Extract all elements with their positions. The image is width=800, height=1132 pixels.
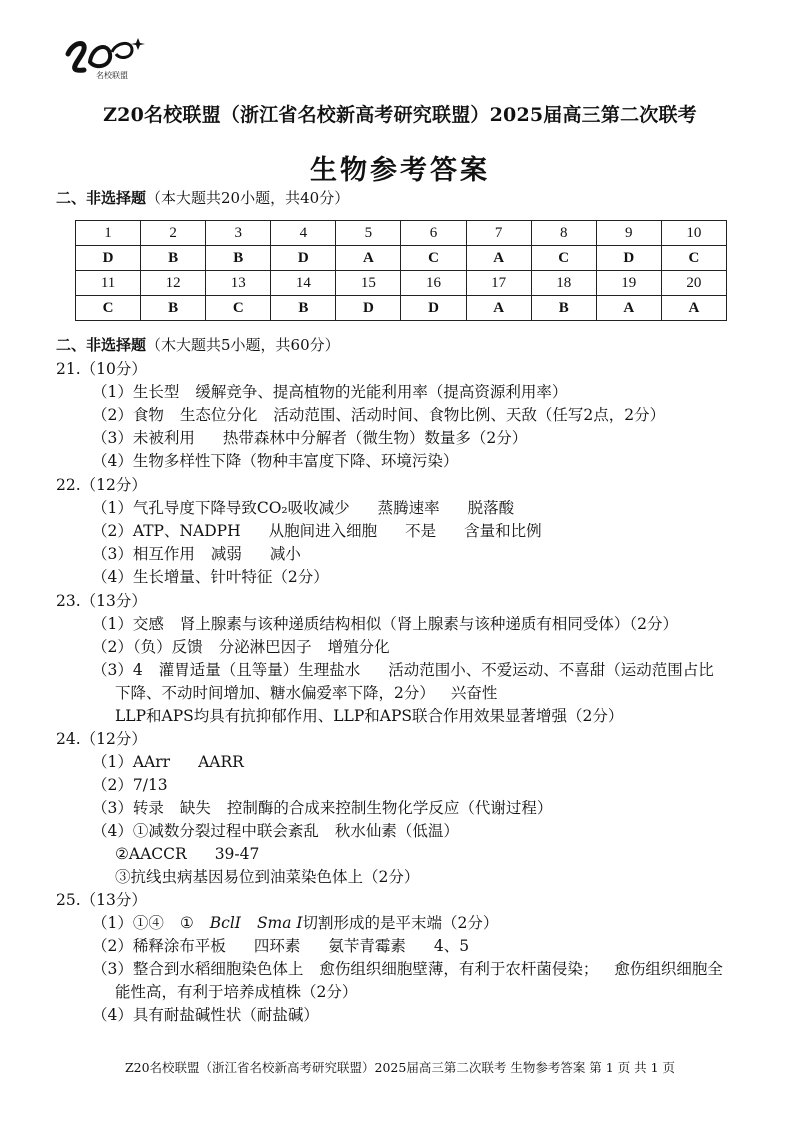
answer-text: （1）生长型 (92, 383, 180, 401)
answer-text: （1）交感 (92, 615, 164, 633)
q23-part-3a (92, 659, 714, 681)
table-row-numbers-1 (76, 221, 727, 246)
table-row-answers-1 (76, 246, 727, 271)
answer-text: （2）食物 (92, 406, 164, 424)
table-cell: 11 (76, 271, 141, 296)
question-24-header (56, 728, 147, 750)
q24-part-3 (92, 797, 552, 819)
table-cell: D (336, 296, 401, 321)
answer-text: （2）（负）反馈 (92, 638, 203, 656)
table-cell: 14 (271, 271, 336, 296)
answer-text: 4、5 (433, 937, 470, 955)
table-cell: A (661, 296, 726, 321)
table-cell: 6 (401, 221, 466, 246)
question-number: 24. (56, 730, 81, 748)
answer-text: 兴奋性 (450, 684, 498, 702)
question-number: 25. (56, 891, 81, 909)
answer-text: 愈伤组织细胞全 (614, 960, 723, 978)
question-22-header (56, 474, 147, 496)
table-cell: C (76, 296, 141, 321)
answer-text: （3）4 (92, 661, 143, 679)
question-score: （12分） (80, 730, 147, 748)
q25-part-2 (92, 935, 469, 957)
question-number: 23. (56, 592, 81, 610)
answer-text: 肾上腺素与该种递质结构相似（肾上腺素与该种递质有相同受体）（2分） (179, 615, 678, 633)
question-score: （13分） (80, 592, 147, 610)
answer-text: ① (179, 914, 194, 932)
q25-part-3b: 能性高，有利于培养成植株（2分） (115, 983, 358, 1001)
q21-part-1 (92, 381, 567, 403)
q23-part-3b (115, 682, 497, 704)
answer-text: 秋水仙素（低温） (334, 822, 459, 840)
table-row-numbers-2 (76, 271, 727, 296)
table-cell: D (76, 246, 141, 271)
table-cell: 5 (336, 221, 401, 246)
answer-text: （1）气孔导度下降导致CO₂吸收减少 (92, 499, 350, 517)
answer-text: （3）转录 (92, 799, 164, 817)
question-score: （10分） (80, 360, 147, 378)
q25-part-4: （4）具有耐盐碱性状（耐盐碱） (92, 1006, 319, 1024)
table-cell: 8 (531, 221, 596, 246)
answer-text: 控制酶的合成来控制生物化学反应（代谢过程） (226, 799, 553, 817)
answer-text: 减弱 (210, 545, 242, 563)
table-cell: A (596, 296, 661, 321)
answer-text: 减小 (269, 545, 301, 563)
question-score: （13分） (80, 891, 147, 909)
answer-text: 热带森林中分解者（微生物）数量多（2分） (222, 429, 528, 447)
q24-part-1 (92, 751, 244, 773)
q22-part-2 (92, 520, 542, 542)
answer-text: 生态位分化 (179, 406, 258, 424)
question-number: 21. (56, 360, 81, 378)
section-heading-1-note: （本大题共20小题，共40分） (146, 189, 350, 207)
table-cell: 15 (336, 271, 401, 296)
answer-text: 灌胃适量（且等量）生理盐水 (158, 661, 361, 679)
q24-part-4b (115, 843, 259, 865)
table-cell: C (531, 246, 596, 271)
page-header: Z20名校联盟（浙江省名校新高考研究联盟）2025届高三第二次联考 (103, 104, 697, 126)
question-25-header (56, 889, 147, 911)
table-cell: 1 (76, 221, 141, 246)
q25-part-3a (92, 958, 723, 980)
q23-part-1 (92, 613, 678, 635)
table-cell: C (206, 296, 271, 321)
answer-text: （4）①减数分裂过程中联会紊乱 (92, 822, 319, 840)
table-cell: 7 (466, 221, 531, 246)
answer-table (75, 220, 727, 321)
answer-text: 活动范围、活动时间、食物比例、天敌（任写2点，2分） (273, 406, 666, 424)
table-cell: B (141, 296, 206, 321)
table-cell: A (466, 296, 531, 321)
table-cell: C (661, 246, 726, 271)
table-cell: B (271, 296, 336, 321)
answer-text: （3）整合到水稻细胞染色体上 (92, 960, 304, 978)
answer-text: 氨苄青霉素 (328, 937, 406, 955)
q22-part-4: （4）生长增量、针叶特征（2分） (92, 568, 329, 586)
table-cell: 17 (466, 271, 531, 296)
answer-text: 脱落酸 (467, 499, 515, 517)
logo-caption: 名校联盟 (96, 71, 128, 80)
question-score: （12分） (80, 476, 147, 494)
table-cell: 2 (141, 221, 206, 246)
question-21-header (56, 358, 147, 380)
answer-text: 蒸腾速率 (377, 499, 440, 517)
answer-text: 缓解竞争、提高植物的光能利用率（提高资源利用率） (195, 383, 568, 401)
answer-text: （3）未被利用 (92, 429, 195, 447)
q24-part-2: （2）7/13 (92, 776, 168, 794)
q23-part-3c: LLP和APS均具有抗抑郁作用、LLP和APS联合作用效果显著增强（2分） (115, 707, 624, 725)
question-number: 22. (56, 476, 81, 494)
answer-text: 增殖分化 (327, 638, 390, 656)
q24-part-4a (92, 820, 459, 842)
answer-text: （3）相互作用 (92, 545, 195, 563)
answer-text: AARR (198, 753, 244, 771)
answer-text: 39-47 (214, 845, 260, 863)
answer-text: （2）稀释涂布平板 (92, 937, 226, 955)
table-cell: 20 (661, 271, 726, 296)
page-footer: Z20名校联盟（浙江省名校新高考研究联盟）2025届高三第二次联考 生物参考答案 第 1 页 共 1 页 (124, 1060, 676, 1075)
table-cell: 16 (401, 271, 466, 296)
table-cell: 4 (271, 221, 336, 246)
table-row-answers-2 (76, 296, 727, 321)
section-heading-2-label: 二、非选择题 (56, 336, 147, 354)
section-heading-2-note: （木大题共5小题，共60分） (146, 336, 340, 354)
q25-part-1 (92, 912, 498, 934)
section-heading-1 (56, 187, 349, 208)
table-cell: 10 (661, 221, 726, 246)
question-23-header (56, 590, 147, 612)
table-cell: A (336, 246, 401, 271)
section-heading-2 (56, 334, 340, 355)
table-cell: D (596, 246, 661, 271)
answer-text: 含量和比例 (464, 522, 542, 540)
page-title: 生物参考答案 (310, 155, 490, 186)
table-cell: C (401, 246, 466, 271)
answer-text: （1）①④ (92, 914, 164, 932)
table-cell: 9 (596, 221, 661, 246)
table-cell: B (141, 246, 206, 271)
answer-text: 从胞间进入细胞 (268, 522, 378, 540)
answer-text: 切割形成的是平末端（2分） (302, 914, 499, 932)
table-cell: D (401, 296, 466, 321)
table-cell: B (206, 246, 271, 271)
table-cell: 3 (206, 221, 271, 246)
answer-text: 不是 (405, 522, 437, 540)
q21-part-2 (92, 404, 665, 426)
q23-part-2 (92, 636, 390, 658)
q21-part-3 (92, 427, 527, 449)
answer-text: （2）ATP、NADPH (92, 522, 241, 540)
enzyme-name: BclI (209, 914, 241, 932)
table-cell: 18 (531, 271, 596, 296)
answer-text: （1）AArr (92, 753, 171, 771)
table-cell: B (531, 296, 596, 321)
answer-text: 愈伤组织细胞壁薄，有利于农杆菌侵染； (319, 960, 599, 978)
table-cell: D (271, 246, 336, 271)
answer-text: 下降、不动时间增加、糖水偏爱率下降，2分） (115, 684, 435, 702)
table-cell: 19 (596, 271, 661, 296)
q21-part-4: （4）生物多样性下降（物种丰富度下降、环境污染） (92, 452, 459, 470)
answer-text: 四环素 (253, 937, 301, 955)
table-cell: 12 (141, 271, 206, 296)
q22-part-3 (92, 543, 301, 565)
section-heading-1-label: 二、非选择题 (56, 189, 147, 207)
answer-text: 缺失 (179, 799, 211, 817)
q22-part-1 (92, 497, 514, 519)
answer-text: 分泌淋巴因子 (218, 638, 312, 656)
table-cell: 13 (206, 271, 271, 296)
table-cell: A (466, 246, 531, 271)
q24-part-4c: ③抗线虫病基因易位到油菜染色体上（2分） (115, 868, 420, 886)
answer-text: 活动范围小、不爱运动、不喜甜（运动范围占比 (388, 661, 714, 679)
enzyme-name: Sma I (256, 914, 303, 932)
answer-text: ②AACCR (115, 845, 187, 863)
